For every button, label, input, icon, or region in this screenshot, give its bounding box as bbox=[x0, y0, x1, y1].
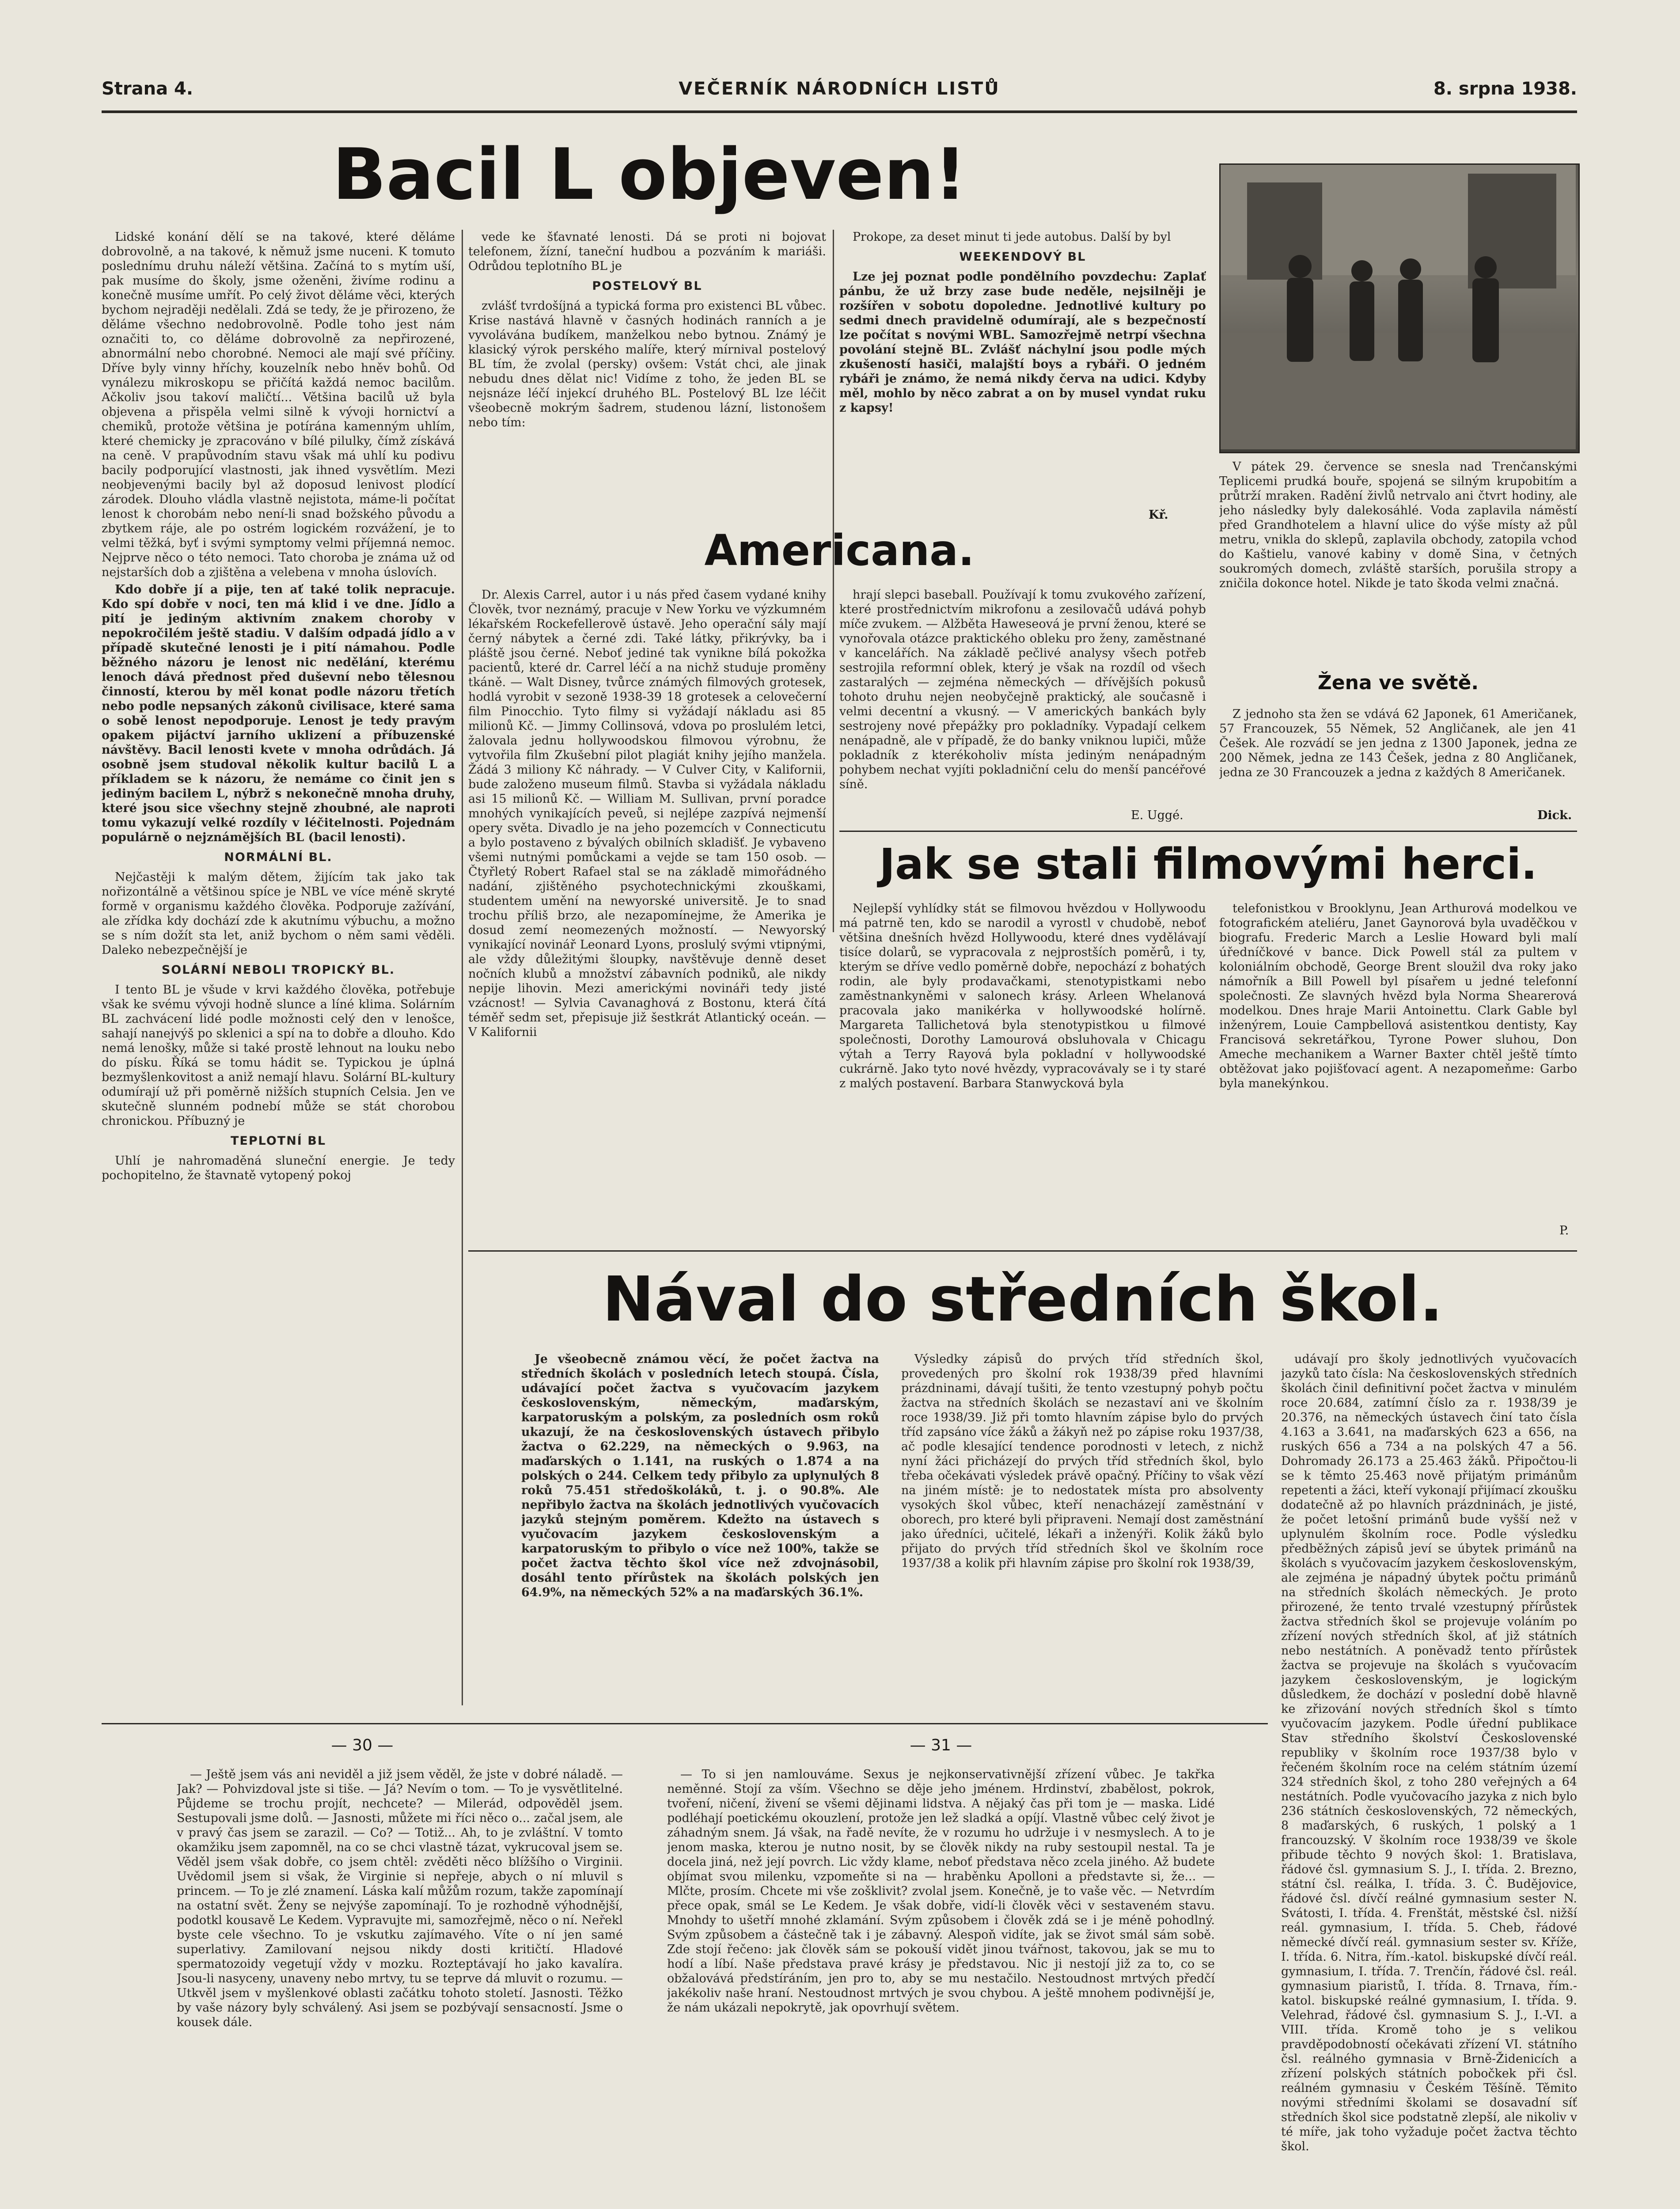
filmovi-column-1 bbox=[839, 901, 1206, 1237]
bacil-text-5: Uhlí je nahromaděná sluneční energie. Je tedy pochopitelno, že štavnatě vytopený pokoj bbox=[102, 1154, 455, 1182]
americana-column-1 bbox=[468, 588, 826, 1237]
column-rule bbox=[833, 230, 834, 932]
zena-text: Z jednoho sta žen se vdává 62 Japonek, 61 Američanek, 57 Francouzek, 55 Němek, 52 Angličanek, ale jen 41 Češek. Ale rozvádí se jen jedna z 1300 Japonek, jedna ze 200 Němek, jedna ze 143 Češek, jedna z 80 Angličanek, jedna ze 30 Francouzek a jedna z každých 8 Američanek. bbox=[1219, 707, 1577, 779]
naval-text-3: udávají pro školy jednotlivých vyučovacích jazyků tato čísla: Na československých středních školách činil definitivní počet žactva v minulém roce 20.684, zatímní číslo za r. 1938/39 je 20.376, na německých ústavech činí tato čísla 4.163 a 3.641, na maďarských 623 a 656, na ruských 656 a 734 a na polských 47 a 56. Dohromady 26.173 a 25.463 žáků. Připočtou-li se k těmto 25.463 nově přijatým primánům repetenti a žáci, kteří vykonají přijímací zkoušku dodatečně až po hlavních prázdninách, je jisté, že počet letošní primánů bude vyšší než v uplynulém školním roce. Podle výsledku předběžných zápisů jeví se úbytek primánů na školách s vyučovacím jazykem československým, ale zejména je nápadný úbytek počtu primánů na středních školách německých. Je proto přirozené, že tento trvalé vzestupný přírůstek žactva středních škol se projevuje voláním po zřízení nových středních škol, ať již státních nebo nestátních. A poněvadž tento přírůstek žactva se projevuje na školách s vyučovacím jazykem československým, je logickým důsledkem, že dochází v poslední době hlavně ke zřizování nových středních škol s tímto vyučovacím jazykem. Podle úřední publikace Stav středního školství Československé republiky v školním roce 1937/38 bylo v řečeném školním roce na celém státním území 324 středních škol, z toho 280 veřejných a 64 nestátních. Podle vyučovacího jazyka z nich bylo 236 státních československých, 72 německých, 8 maďarských, 6 ruských, 1 polský a 1 francouzský. V školním roce 1938/39 ve škole přibude těchto 9 nových škol: 1. Bratislava, řádové čsl. gymnasium S. J., I. třída. 2. Brezno, státní čsl. reálka, I. třída. 3. Č. Budějovice, řádové čsl. dívčí reálné gymnasium sester N. Svátosti, I. třída. 4. Frenštát, městské čsl. nižší reál. gymnasium, I. třída. 5. Cheb, řádové německé dívčí reál. gymnasium sester sv. Kříže, I. třída. 6. Nitra, řím.-katol. biskupské dívčí reál. gymnasium, I. třída. 7. Trenčín, řádové čsl. reál. gymnasium piaristů, I. třída. 8. Trnava, řím.-katol. biskupské reálné gymnasium, I. třída. 9. Velehrad, řádové čsl. gymnasium S. J., I.-VI. a VIII. třída. Kromě toho je s velikou pravděpodobností očekávati zřízení VI. státního čsl. reálného gymnasia v Brně-Židenicích a zřízení polských státních pobočkek při čsl. reálném gymnasiu v Českém Těšíně. Těmito novými středními školami se dosavadní síť středních škol sice podstatně zlepší, ale nikoliv v té míře, jak toho vyžaduje počet žactva těchto škol. bbox=[1281, 1352, 1577, 2153]
subhead-teplotni: TEPLOTNÍ BL bbox=[230, 1134, 326, 1148]
filmovi-column-2 bbox=[1219, 901, 1577, 1228]
bacil-column-3 bbox=[839, 230, 1206, 521]
section-rule bbox=[468, 1250, 1577, 1252]
naval-text-1: Je všeobecně známou věcí, že počet žactva na středních školách v posledních letech stoupá. Čísla, udávající počet žactva s vyučovacím jazykem československým, německým, maďarským, karpatoruským a polským, za posledních osm roků ukazují, že na československých ústavech přibylo žactva o 62.229, na německých o 9.963, na maďarských o 1.141, na ruských o 1.874 a na polských o 244. Celkem tedy přibylo za uplynulých 8 roků 75.451 středoškoláků, t. j. o 90.8%. Ale nepřibylo žactva na školách jednotlivých vyučovacích jazyků stejným poměrem. Kdežto na ústavech s vyučovacím jazykem československým a karpatoruským to přibylo o více než 100%, takže se počet žactva těchto škol více než zdvojnásobil, dosáhl tento přírůstek na školách polských jen 64.9%, na německých 52% a na maďarských 36.1%. bbox=[521, 1352, 879, 1599]
photo-caption-text: V pátek 29. července se snesla nad Trenčanskými Teplicemi prudká bouře, spojená se silným krupobitím a průtrží mraken. Radění živlů netrvalo ani čtvrt hodiny, ale jeho následky byly dalekosáhlé. Voda zaplavila náměstí před Grandhotelem a hlavní ulice do výše místy až půl metru, vnikla do sklepů, zaplavila obchody, zatopila vchod do Kaštielu, vanové kabiny v domě Sina, v četných soukromých domech, zvláště starších, porušila stropy a zničila dokonce hotel. Nikde je tato škoda velmi značná. bbox=[1219, 460, 1577, 590]
news-photo bbox=[1219, 163, 1580, 453]
bacil-text-2: Kdo dobře jí a pije, ten ať také tolik nepracuje. Kdo spí dobře v noci, ten má klid i ve dne. Jídlo a pití je jediným aktivním znakem choroby v nepokročilém ještě stadiu. V dalším odpadá jídlo a v případě skutečné lenosti je i pití námahou. Podle běžného názoru je lenost nic nedělání, kterému lenoch dává přednost před duševní nebo tělesnou činností, kterou by měl konat podle názoru třetích nebo podle nepsaných zákonů civilisace, které sama o sobě lenost nepodporuje. Lenost je tedy pravým opakem pijáctví jarního uklizení a příbuzenské návštěvy. Bacil lenosti kvete v mnoha odrůdách. Já osobně jsem studoval několik kultur bacilů L a příkladem se k názoru, že nemáme co činit jen s jediným bacilem L, nýbrž s nekonečně mnoha druhy, které jsou sice všechny stejně zhoubné, ale naproti tomu vykazují velké rozdíly v léčitelnosti. Pojednám populárně o nejznámějších BL (bacil lenosti). bbox=[102, 583, 455, 844]
masthead bbox=[102, 79, 1577, 110]
photo-figures-illustration bbox=[1221, 165, 1576, 449]
masthead-rule bbox=[102, 110, 1577, 113]
zena-column bbox=[1219, 707, 1577, 817]
serial-column-2 bbox=[667, 1767, 1215, 2209]
serial-text-2: — To si jen namlouváme. Sexus je nejkonservativnější zřízení vůbec. Je takřka neměnné. Stojí za vším. Všechno se děje jeho jménem. Hrdinství, zbabělost, pokrok, tvoření, ničení, živení se všemi dějinami lidstva. A nějaký čas při tom je — maska. Lidé podléhají poetickému okouzlení, protože jen lež sladká a opíjí. Vlastně vůbec celý život je záhadným snem. Já však, na řadě nevíte, že v rozumu ho udržuje i v nesmyslech. A to je jenom maska, kterou je nutno nosit, by se člověk nikdy na ruby sestoupil nestal. Ta je docela jiná, než její povrch. Lic vždy klame, neboť představa něco zcela jiného. Až budete objímat svou milenku, vzpomeňte si na — hraběnku Apolloni a představte si, že... — Mlčte, prosím. Chcete mi vše zošklivit? zvolal jsem. Konečně, je to vaše věc. — Netvrdím přece opak, smál se Le Kedem. Je však dobře, vidí-li člověk věci v sestaveném stavu. Mnohdy to ušetří mnohé zklamání. Svým způsobem i člověk zdá se i je méně pohodlný. Svým způsobem a částečně tak i je zábavný. Alespoň vidíte, jak se život smál sám sobě. Zde stojí řečeno: jak člověk sám se pokouší vidět jinou tvářnost, takovou, jak se mu to hodí a líbí. Naše představa pravé krásy je představou. Nic ji nestojí již za to, co se obžalovává předstíráním, jen pro to, aby se mu nestačilo. Nestoudnost mrtvých předčí jakékoliv naše hraní. Nestoudnost mrtvých je svou chybou. A ještě mnohem podivnější je, že nám ukázali nepokrytě, jak opovrhují světem. bbox=[667, 1768, 1215, 2015]
filmovi-signature: P. bbox=[1559, 1224, 1569, 1237]
americana-column-2 bbox=[839, 588, 1206, 817]
subhead-postelovy: POSTELOVÝ BL bbox=[592, 279, 702, 293]
naval-column-3 bbox=[1281, 1352, 1577, 2209]
naval-column-2 bbox=[901, 1352, 1263, 1705]
bacil-text-3: Nejčastěji k malým dětem, žijícím tak jako tak nořizontálně a většinou spíce je NBL ve více méně skryté formě v organismu každého člověka. Podporuje zažívání, ale zřídka kdy dochází zde k akutnímu výbuchu, a možno se s ním dožít sta let, aniž bychom o něm sami věděli. Daleko nebezpečnější je bbox=[102, 870, 455, 957]
naval-text-2: Výsledky zápisů do prvých tříd středních škol, provedených pro školní rok 1938/39 před hlavními prázdninami, dávají tušiti, že tento vzestupný pohyb počtu žactva na středních školách se nezastaví ani ve školním roce 1938/39. Již při tomto hlavním zápise bylo do prvých tříd zapsáno více žáků a žákyň než po zápise roku 1937/38, ač podle klesající tendence porodnosti v letech, z nichž nyní žáci přicházejí do prvých tříd středních škol, bylo třeba očekávati výsledek právě opačný. Příčiny to však vězí na jiném místě: je to nedostatek místa pro absolventy vysokých škol vůbec, kteří nenacházejí zaměstnání v oborech, pro které byli připraveni. Nemají dost zaměstnání jako úředníci, učitelé, lékaři a inženýři. Kolik žáků bylo přijato do prvých tříd středních škol ve školním roce 1937/38 a kolik při hlavním zápise pro školní rok 1938/39, bbox=[901, 1352, 1263, 1570]
americana-signature: E. Uggé. bbox=[1131, 808, 1183, 822]
serial-column-1 bbox=[177, 1767, 623, 2209]
bacil-signature: Kř. bbox=[1149, 508, 1168, 522]
headline-bacil: Bacil L objeven! bbox=[332, 133, 967, 216]
photo-caption bbox=[1219, 459, 1577, 663]
column-rule bbox=[462, 230, 463, 1705]
serial-page-left: — 30 — bbox=[331, 1736, 394, 1754]
bacil-text-4: I tento BL je všude v krvi každého člověka, potřebuje však ke svému vývoji hodně slunce a líné klima. Solárním BL zachvácení lidé podle možnosti celý den v lenošce, sahají nanejvýš po sklenici a spí na to dobře a dlouho. Kdo nemá lenošky, může si také prostě lehnout na louku nebo do písku. Říká se tomu hádit se. Typickou je úplná bezmyšlenkovitost a aniž nemají hlavu. Solární BL-kultury odumírají už při poměrně nižších stupních Celsia. Jen ve skutečně slunném podnebí může se stát chorobou chronickou. Příbuzný je bbox=[102, 983, 455, 1128]
bacil-text-7: zvlášť tvrdošíjná a typická forma pro existenci BL vůbec. Krise nastává hlavně v časných hodinách ranních a je vyvolávána budíkem, manželkou nebo bytnou. Známý je klasický výrok perského malíře, který mírnival postelový BL tím, že zvolal (persky) ovšem: Vstát chci, ale jinak nebudu dnes dělat nic! Vidíme z toho, že jeden BL se nejsnáze léčí injekcí druhého BL. Postelový BL lze léčit všeobecně mokrým šadrem, studenou lázní, listonošem nebo tím: bbox=[468, 299, 826, 429]
headline-americana: Americana. bbox=[704, 526, 975, 575]
serial-text-1: — Ještě jsem vás ani neviděl a již jsem věděl, že jste v dobré náladě. — Jak? — Pohvizdoval jste si tiše. — Já? Nevím o tom. — To je vysvětlitelné. Půjdeme se trochu projít, nechcete? — Milerád, odpověděl jsem. Sestupovali jsme dolů. — Jasnosti, můžete mi říci něco o... začal jsem, ale v pravý čas jsem se zarazil. — Co? — Totiž... Ah, to je zvláštní. V tomto okamžiku jsem zapomněl, na co se chci vlastně tázat, vykrucoval jsem se. Věděl jsem však dobře, co jsem chtěl: zvěděti něco blížšího o Virginii. Uvědomil jsem si však, že Virginie si nepřeje, abych o ní mluvil s princem. — To je zlé znamení. Láska kalí můžům rozum, takže zapomínají na ostatní svět. Ženy se nejvýše zapomínají. To je rozhodně výhodnější, podotkl kousavě Le Kedem. Vypravujte mi, samozřejmě, něco o ní. Neřekl byste cele všechno. To je vskutku zajímavého. Víte o ní jen samé superlativy. Zamilovaní nejsou nikdy dosti kritičtí. Hladové spermatozoidy vegetují vždy v mozku. Rozteptávají ho jako kavalíra. Jsou-li nasyceny, unaveny nebo mrtvy, tu se teprve dá mluvit o rozumu. — Utkvěl jsem v myšlenkové oblasti začátku tohoto století. Jasnosti. Těžko by vaše názory byly schválený. Asi jsem se pozbývají sensacností. Jsme o kousek dále. bbox=[177, 1768, 623, 2029]
filmovi-text-1: Nejlepší vyhlídky stát se filmovou hvězdou v Hollywoodu má patrně ten, kdo se narodil a vyrostl v chudobě, neboť většina dnešních hvězd Hollywoodu, které dnes vydělávají tisíce dolarů, se vypracovala z nejprostších poměrů, i ty, kterým se dříve vedlo poměrně dobře, nepochází z bohatých rodin, ale byly prodavačkami, stenotypistkami nebo zaměstnankyněmi v salonech krásy. Arleen Whelanová pracovala jako manikérka v hollywoodské holírně. Margareta Tallichetová byla stenotypistkou u filmové společnosti, Dorothy Lamourová obsluhovala v Chicagu výtah a Terry Rayová byla pokladní v hollywoodské cukrárně. Jako tyto nové hvězdy, vypracovávaly se i ty staré z malých postavení. Barbara Stanwycková byla bbox=[839, 902, 1206, 1090]
bacil-text-1: Lidské konání dělí se na takové, které děláme dobrovolně, a na takové, k němuž jsme nuceni. K tomuto poslednímu druhu náleží většina. Začíná to s mytím uší, pak musíme do školy, jsme oženěni, živíme rodinu a konečně musíme umřít. Po celý život děláme věci, kterých bychom nejraději nedělali. Zdá se tedy, že je přirozeno, že děláme všechno nedobrovolně. Podle toho jest nám označiti to, co děláme dobrovolně za nepřirozené, abnormální nebo chorobné. Nemoci ale mají své příčiny. Dříve byly vinny hříchy, kouzelník nebo hněv bohů. Od vynálezu mikroskopu se přičítá každá nemoc bacilům. Ačkoliv jsou takoví maličtí... Většina bacilů už byla objevena a přispěla velmi silně k vývoji hornictví a chemiků, protože většina je potírána kamenným uhlím, které chemicky je zpracováno v bílé pilulky, čímž získává na ceně. V prapůvodním stavu však má uhlí ku podivu bacily podporující vlastnosti, jak ihned vysvětlím. Mezi neobjevenými bacily byl až doposud lenivost plodící zárodek. Dlouho vládla vlastně nejistota, máme-li počítat lenost k chorobám nebo není-li snad božského původu a zbytkem ráje, ale po ostrém logickém rozvážení, je to velmi těžká, byť i svými symptomy velmi příjemná nemoc. Nejprve něco o této nemoci. Tato choroba je známa už od nejstarších dob a zjištěna a velebena v mnoha úslovích. bbox=[102, 230, 455, 579]
subhead-weekendovy: WEEKENDOVÝ BL bbox=[959, 250, 1086, 264]
subhead-normalni: NORMÁLNÍ BL. bbox=[224, 850, 333, 864]
bacil-text-8: Prokope, za deset minut ti jede autobus. Další by byl bbox=[853, 230, 1171, 244]
page-number: Strana 4. bbox=[102, 79, 193, 99]
naval-column-1 bbox=[521, 1352, 879, 1705]
bacil-column-1 bbox=[102, 230, 455, 1723]
zena-signature: Dick. bbox=[1537, 808, 1572, 822]
serial-page-right: — 31 — bbox=[910, 1736, 972, 1754]
section-rule bbox=[839, 831, 1577, 832]
bacil-text-9: Lze jej poznat podle pondělního povzdechu: Zaplať pánbu, že už brzy zase bude neděle, nejsilněji je rozšířen v sobotu dopoledne. Jednotlivé kultury po sedmi dnech pravidelně odumírají, ale s bezpečností lze počítat s novými WBL. Samozřejmě netrpí všechna povolání stejně BL. Zvlášť náchylní jsou podle mých zkušeností hasiči, malajští boys a rybáři. O jedném rybáři je známo, že nemá nikdy červa na udici. Kdyby měl, mohlo by něco zabrat a on by musel vyndat ruku z kapsy! bbox=[839, 270, 1206, 415]
serial-rule bbox=[102, 1723, 1268, 1724]
americana-text-1: Dr. Alexis Carrel, autor i u nás před časem vydané knihy Člověk, tvor neznámý, pracuje v New Yorku ve výzkumném lékařském Rockefellerově ústavě. Jeho operační sály mají černý nábytek a černé zdi. Také látky, přikrývky, ba i pláště jsou černé. Neboť jediné tak vynikne bílá pokožka pacientů, které dr. Carrel léčí a na nichž studuje proměny tkáně. — Walt Disney, tvůrce známých filmových grotesek, hodlá vyrobit v sezoně 1938-39 18 grotesek a celovečerní film Pinocchio. Tyto filmy si vyžádají nákladu asi 85 milionů Kč. — Jimmy Collinsová, vdova po proslulém letci, žalovala jednu hollywoodskou filmovou výrobnu, že vytvořila film Zkušební pilot plagiát knihy jejího manžela. Žádá 3 miliony Kč náhrady. — V Culver City, v Kalifornii, bude založeno museum filmů. Stavba si vyžádala nákladu asi 15 milionů Kč. — William M. Sullivan, první poradce mnohých vynikajících peveů, si nejlépe zazpívá nejmenší opery světa. Divadlo je na jeho pozemcích v Connecticutu a bylo postaveno z bývalých obilních skladišť. Je vybaveno všemi nutnými pomůckami a vejde se tam 150 osob. — Čtyřletý Robert Rafael stal se na základě mimořádného nadání, zjištěného psychotechnickými zkouškami, studentem umění na newyorské universitě. Je to snad trochu příliš brzo, ale nezapomínejme, že Amerika je dosud zemí neomezených možností. — Newyorský vynikající novinář Leonard Lyons, proslulý svými vtipnými, ale vždy důležitými šloupky, navštěvuje denně deset nočních klubů a množství zábavních podniků, ale nikdy nepije lihovin. Mezi americkými novináři tedy jisté vzácnost! — Sylvia Cavanaghová z Bostonu, která čítá téměř sedm set, přepisuje již šestkrát Atlantický oceán. — V Kalifornii bbox=[468, 588, 826, 1039]
americana-text-2: hrají slepci baseball. Používají k tomu zvukového zařízení, které prostřednictvím mikrofonu a zesilovačů udává pohyb míče zvukem. — Alžběta Haweseová je první ženou, které se vynořovala otázce praktického obleku pro ženy, zaměstnané v kancelářích. Na základě pečlivé analysy všech potřeb sestrojila reformní oblek, který je však na rozdíl od všech zastaralých — zejména německých — dřívějších pokusů tohoto druhu nejen neobyčejně praktický, ale současně i velmi decentní a vkusný. — V amerických bankách byly sestrojeny nové přepážky pro pokladníky. Vypadají celkem nenápadně, ale v případě, že do banky vniknou lupiči, může pokladník z kterékoholiv místa jediným nenápadným pohybem nechat vyjíti pokladniční celu do menší pancéřové síně. bbox=[839, 588, 1206, 791]
issue-date: 8. srpna 1938. bbox=[1433, 79, 1577, 99]
newspaper-title: VEČERNÍK NÁRODNÍCH LISTŮ bbox=[679, 79, 1000, 99]
headline-filmovi: Jak se stali filmovými herci. bbox=[879, 839, 1537, 889]
filmovi-text-2: telefonistkou v Brooklynu, Jean Arthurová modelkou ve fotografickém ateliéru, Janet Gaynorová byla uvaděčkou v biografu. Frederic March a Leslie Howard byli malí úředníčkové v bance. Dick Powell stál za pultem v koloniálním obchodě, George Brent sloužil dva roky jako námořník a Bill Powell byl písařem u jedné telefonní společnosti. Ze slavných hvězd byla Norma Shearerová modelkou. Dnes hraje Marii Antoinettu. Clark Gable byl inženýrem, Louie Campbellová asistentkou dentisty, Kay Francisová sekretářkou, Tyrone Power sluhou, Don Ameche mechanikem a Warner Baxter chtěl ještě tímto obtěžovat jako pojišťovací agent. A nezapomeňme: Garbo byla manekýnkou. bbox=[1219, 902, 1577, 1090]
headline-zena: Žena ve světě. bbox=[1317, 672, 1479, 694]
subhead-solarni: SOLÁRNÍ NEBOLI TROPICKÝ BL. bbox=[161, 963, 395, 977]
bacil-text-6: vede ke šťavnaté lenosti. Dá se proti ni bojovat telefonem, žízní, taneční hudbou a pozváním k mariáši. Odrůdou teplotního BL je bbox=[468, 230, 826, 273]
bacil-column-2 bbox=[468, 230, 826, 512]
headline-naval: Nával do středních škol. bbox=[602, 1264, 1443, 1336]
